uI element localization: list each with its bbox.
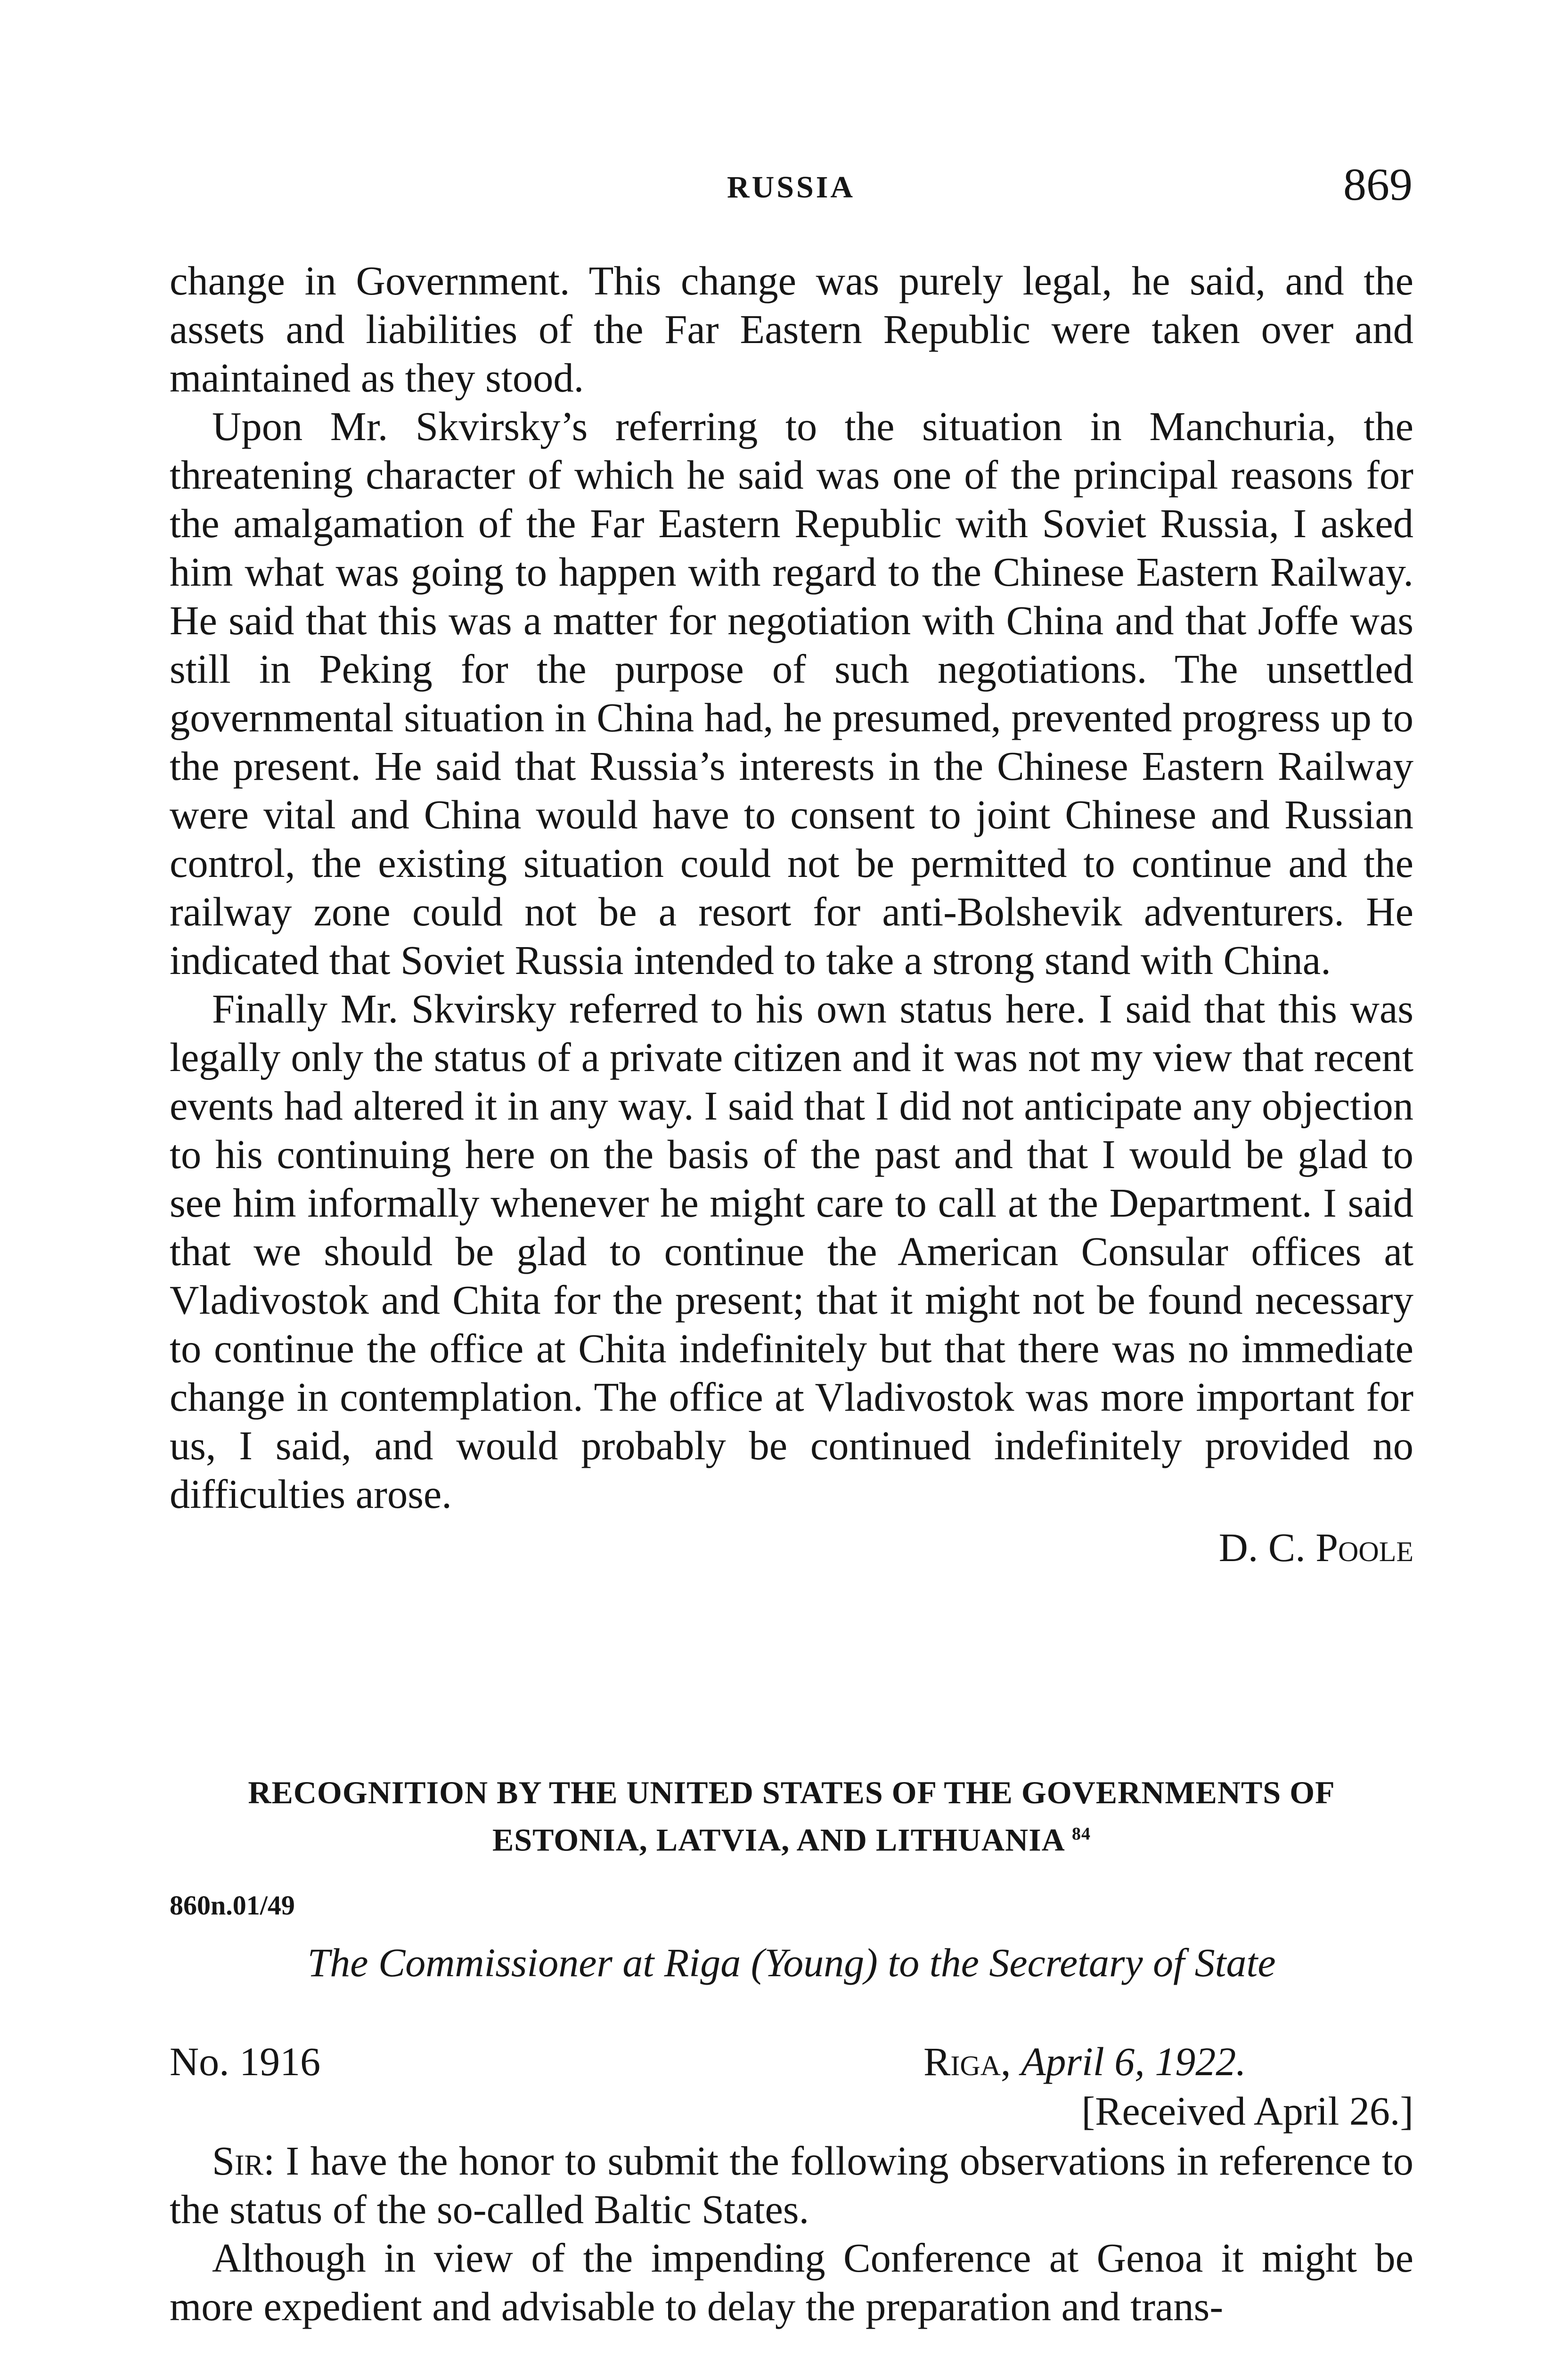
- paragraph: Although in view of the impending Conference at Genoa it might be more expedient and advisable to delay the preparation and trans-: [170, 2235, 1413, 2329]
- document-number: No. 1916: [170, 2039, 321, 2084]
- footnote-reference: 84: [1072, 1824, 1091, 1844]
- document-title: The Commissioner at Riga (Young) to the Secretary of State: [307, 1940, 1276, 1985]
- paragraph: Finally Mr. Skvirsky referred to his own status here. I said that this was legally only the status of a private citizen and it was not my view that recent events had altered it in any way. I said that I did not anticipate any objection to his continuing here on the basis of the past and that I would be glad to see him informally whenever he might care to call at the Department. I said that we should be glad to continue the American Consular offices at Vladivostok and Chita for the present; that it might not be found necessary to continue the office at Chita indefinitely but that there was no immediate change in contemplation. The office at Vladivostok was more important for us, I said, and would probably be continued indefinitely provided no difficulties arose.: [170, 986, 1413, 1517]
- section-heading-text: RECOGNITION BY THE UNITED STATES OF THE GOVERNMENTS OF ESTONIA, LATVIA, AND LITHUANIA: [248, 1775, 1335, 1858]
- dateline-date: April 6, 1922.: [1021, 2039, 1246, 2084]
- paragraph: change in Government. This change was purely legal, he said, and the assets and liabilities of the Far Eastern Republic were taken over and maintained as they stood.: [170, 258, 1413, 401]
- dateline-place: Riga,: [923, 2039, 1011, 2084]
- letter-text: [170, 2137, 1413, 2331]
- paragraph: [170, 2137, 1413, 2234]
- paragraph: Upon Mr. Skvirsky’s referring to the situation in Manchuria, the threatening character of which he said was one of the principal reasons for the amalgamation of the Far Eastern Republic with Soviet Russia, I asked him what was going to happen with regard to the Chinese Eastern Railway. He said that this was a matter for negotiation with China and that Joffe was still in Peking for the purpose of such negotiations. The unsettled governmental situation in China had, he presumed, prevented progress up to the present. He said that Russia’s interests in the Chinese Eastern Railway were vital and China would have to consent to joint Chinese and Russian control, the existing situation could not be permitted to continue and the railway zone could not be a resort for anti-Bolshevik adventurers. He indicated that Soviet Russia intended to take a strong stand with China.: [170, 404, 1413, 983]
- section-heading: [170, 1772, 1413, 1861]
- page-header: [170, 159, 1413, 226]
- signature: D. C. Poole: [1218, 1525, 1413, 1570]
- received-date: [Received April 26.]: [1081, 2088, 1413, 2134]
- continuation-text: [170, 257, 1413, 1572]
- page-number: 869: [1343, 159, 1413, 210]
- running-title: RUSSIA: [727, 170, 856, 205]
- file-number: 860n.01/49: [170, 1890, 295, 1921]
- dateline: [923, 2038, 1246, 2085]
- paragraph-text: I have the honor to submit the following observations in reference to the status of the so-called Baltic States.: [170, 2138, 1414, 2232]
- salutation: Sir:: [212, 2138, 275, 2184]
